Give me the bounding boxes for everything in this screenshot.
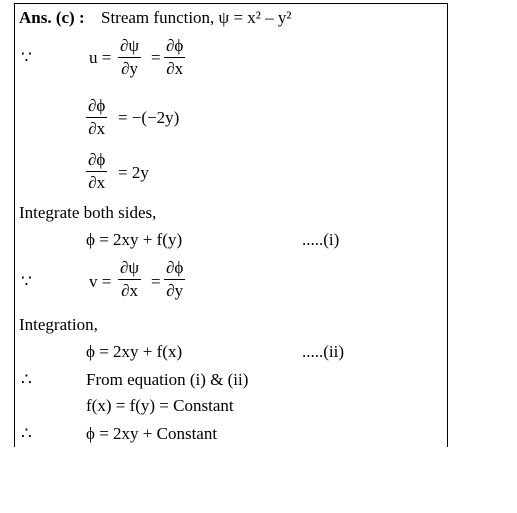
fraction-bar (86, 117, 107, 118)
phi-constant-result: ϕ = 2xy + Constant (86, 424, 218, 443)
fraction-dpsi-dx (118, 258, 141, 301)
fraction-dphi-dx (164, 36, 185, 79)
denominator: ∂y (166, 281, 184, 300)
fraction-bar (118, 279, 141, 280)
fx-fy-constant: f(x) = f(y) = Constant (86, 396, 234, 415)
equation-rhs: = −(−2y) (118, 108, 180, 127)
denominator: ∂x (166, 59, 184, 78)
stream-function-statement: Stream function, ψ = x² – y² (101, 8, 292, 27)
because-symbol: ∵ (21, 272, 32, 291)
fraction-dphi-dx (86, 150, 107, 193)
numerator: ∂ϕ (88, 150, 106, 169)
equation-tag-i: .....(i) (302, 230, 340, 249)
numerator: ∂ϕ (88, 96, 106, 115)
numerator: ∂ϕ (166, 36, 184, 55)
numerator: ∂ψ (120, 36, 140, 55)
denominator: ∂x (88, 173, 106, 192)
denominator: ∂x (121, 281, 138, 300)
fraction-bar (164, 57, 185, 58)
numerator: ∂ψ (120, 258, 140, 277)
denominator: ∂y (121, 59, 138, 78)
phi-equation-fx: ϕ = 2xy + f(x) (86, 342, 183, 361)
phi-equation-fy: ϕ = 2xy + f(y) (86, 230, 183, 249)
from-equation-text: From equation (i) & (ii) (86, 370, 249, 389)
equals-sign: = (151, 48, 161, 67)
equation-rhs: = 2y (118, 163, 149, 182)
fraction-bar (164, 279, 185, 280)
therefore-symbol: ∴ (21, 424, 32, 443)
u-lhs: u = (89, 48, 112, 67)
v-lhs: v = (89, 272, 112, 291)
fraction-bar (118, 57, 141, 58)
integrate-both-text: Integrate both sides, (19, 203, 157, 222)
fraction-dphi-dy (164, 258, 185, 301)
fraction-dpsi-dy (118, 36, 141, 79)
equals-sign: = (151, 272, 161, 291)
denominator: ∂x (88, 119, 106, 138)
numerator: ∂ϕ (166, 258, 184, 277)
answer-label: Ans. (c) : (19, 8, 85, 27)
integration-text: Integration, (19, 315, 98, 334)
because-symbol: ∵ (21, 48, 32, 67)
fraction-bar (86, 171, 107, 172)
fraction-dphi-dx (86, 96, 107, 139)
therefore-symbol: ∴ (21, 370, 32, 389)
equation-tag-ii: .....(ii) (302, 342, 345, 361)
